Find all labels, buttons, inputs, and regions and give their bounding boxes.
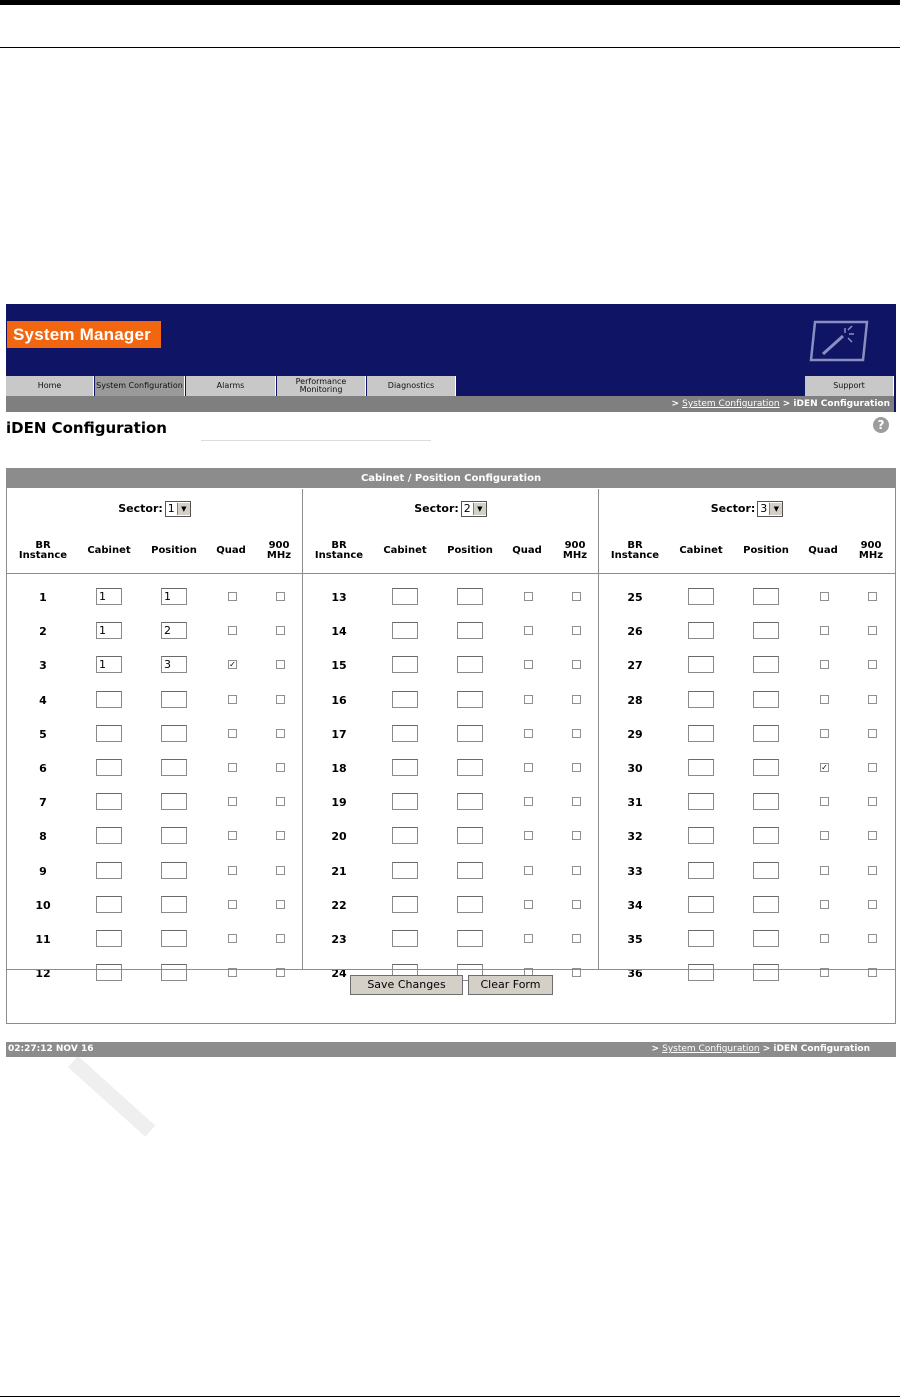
br-instance-number: 23 <box>331 933 347 946</box>
position-input[interactable] <box>753 930 779 947</box>
table-row <box>599 792 895 812</box>
breadcrumb-current: iDEN Configuration <box>793 399 890 409</box>
br-instance-number: 20 <box>331 830 347 844</box>
position-input[interactable] <box>161 930 187 947</box>
900mhz-checkbox[interactable] <box>276 729 285 738</box>
cabinet-input[interactable] <box>688 827 714 844</box>
br-instance-number: 9 <box>39 864 47 878</box>
system-manager-logo: System Manager <box>7 321 161 348</box>
header-br-text: BR <box>35 540 51 551</box>
table-row <box>599 621 895 641</box>
dropdown-arrow-icon: ▼ <box>769 503 782 515</box>
br-instance-number: 25 <box>627 591 643 604</box>
900mhz-checkbox[interactable] <box>276 900 285 909</box>
quad-checkbox[interactable] <box>820 729 829 738</box>
br-instance-number: 33 <box>627 864 643 878</box>
table-row <box>303 929 598 949</box>
quad-checkbox[interactable] <box>524 729 533 738</box>
br-instance-number: 8 <box>39 830 47 844</box>
page-title: iDEN Configuration <box>6 419 167 437</box>
position-input[interactable] <box>457 656 483 673</box>
br-instance-number: 17 <box>331 727 347 741</box>
br-instance-number: 30 <box>627 762 643 775</box>
save-changes-button[interactable]: Save Changes <box>350 975 463 995</box>
dropdown-arrow-icon: ▼ <box>177 503 190 515</box>
sector-select-value: 3 <box>760 502 768 515</box>
position-input[interactable] <box>161 896 187 913</box>
cabinet-input[interactable] <box>392 588 418 605</box>
quad-checkbox[interactable] <box>228 592 237 601</box>
cabinet-input[interactable] <box>96 827 122 844</box>
quad-checkbox[interactable] <box>820 592 829 601</box>
cabinet-input[interactable] <box>96 930 122 947</box>
table-row <box>303 758 598 778</box>
position-input[interactable] <box>457 588 483 605</box>
table-row <box>7 724 302 744</box>
br-instance-number: 13 <box>331 591 347 604</box>
header-mhz-text: MHz <box>562 550 588 561</box>
sector-select[interactable] <box>757 501 783 517</box>
900mhz-checkbox[interactable] <box>276 934 285 943</box>
breadcrumb <box>671 399 890 409</box>
page-header-rule <box>0 47 900 48</box>
sector-select-value: 1 <box>167 502 175 515</box>
quad-checkbox[interactable] <box>524 831 533 840</box>
900mhz-checkbox[interactable] <box>572 797 581 806</box>
br-instance-number: 19 <box>331 796 347 810</box>
table-row <box>599 724 895 744</box>
status-time: 02:27:12 NOV 16 <box>8 1044 94 1054</box>
table-row <box>599 826 895 846</box>
breadcrumb-bar <box>6 396 896 412</box>
quad-checkbox[interactable]: ✓ <box>229 660 236 670</box>
900mhz-checkbox[interactable] <box>572 592 581 601</box>
header-900-text: 900 <box>268 540 290 551</box>
header-mhz-text: MHz <box>858 550 884 561</box>
title-underline <box>201 440 431 441</box>
tab-diagnostics[interactable]: Diagnostics <box>367 376 456 396</box>
table-row <box>303 655 598 675</box>
900mhz-checkbox[interactable] <box>572 626 581 635</box>
cabinet-input[interactable] <box>688 862 714 879</box>
broadcast-tower-icon <box>809 320 869 362</box>
br-instance-number: 29 <box>627 727 643 741</box>
br-instance-number: 35 <box>627 933 643 946</box>
quad-checkbox[interactable] <box>228 695 237 704</box>
help-icon[interactable]: ? <box>873 417 889 433</box>
quad-checkbox[interactable] <box>820 866 829 875</box>
900mhz-checkbox[interactable] <box>276 763 285 772</box>
table-row <box>7 895 302 915</box>
tab-performance-monitoring[interactable]: Performance Monitoring <box>277 376 366 396</box>
br-instance-number: 26 <box>627 625 643 639</box>
cabinet-input[interactable] <box>688 656 714 673</box>
header-900-text: 900 <box>564 540 586 551</box>
table-row <box>303 690 598 710</box>
sector-label: Sector: <box>414 502 459 515</box>
position-input[interactable] <box>457 691 483 708</box>
position-input[interactable]: 3 <box>161 656 187 673</box>
cabinet-input[interactable] <box>688 759 714 776</box>
header-br-instance <box>309 541 369 561</box>
900mhz-checkbox[interactable] <box>276 592 285 601</box>
table-row <box>599 861 895 881</box>
cabinet-input[interactable] <box>392 896 418 913</box>
header-br-text: BR <box>331 540 347 551</box>
quad-checkbox[interactable] <box>820 695 829 704</box>
header-position: Position <box>743 545 789 556</box>
900mhz-checkbox[interactable] <box>572 900 581 909</box>
header-900mhz <box>553 541 597 561</box>
cabinet-input[interactable] <box>688 588 714 605</box>
main-nav-tabs <box>6 376 896 396</box>
quad-checkbox[interactable] <box>228 866 237 875</box>
900mhz-checkbox[interactable] <box>868 626 877 635</box>
header-position: Position <box>447 545 493 556</box>
header-cabinet: Cabinet <box>679 545 723 556</box>
header-instance-text: Instance <box>18 550 68 561</box>
br-instance-number: 11 <box>35 933 51 946</box>
header-quad: Quad <box>512 545 542 556</box>
br-instance-number: 27 <box>627 659 643 673</box>
table-row <box>7 792 302 812</box>
900mhz-checkbox[interactable] <box>572 695 581 704</box>
quad-checkbox[interactable]: ✓ <box>821 763 828 772</box>
table-row <box>7 690 302 710</box>
clear-form-button[interactable]: Clear Form <box>468 975 553 995</box>
cabinet-input[interactable] <box>688 896 714 913</box>
quad-checkbox[interactable] <box>820 831 829 840</box>
position-input[interactable] <box>753 588 779 605</box>
position-input[interactable] <box>457 930 483 947</box>
sector-column <box>303 489 599 981</box>
quad-checkbox[interactable] <box>228 729 237 738</box>
table-row <box>303 861 598 881</box>
table-row <box>599 655 895 675</box>
system-manager-window <box>6 304 896 1054</box>
quad-checkbox[interactable] <box>228 900 237 909</box>
br-instance-number: 15 <box>331 659 347 673</box>
quad-checkbox[interactable] <box>228 763 237 772</box>
header-900mhz <box>257 541 301 561</box>
table-row <box>7 587 302 607</box>
position-input[interactable]: 1 <box>161 588 187 605</box>
table-row <box>7 861 302 881</box>
cabinet-input[interactable] <box>688 622 714 639</box>
header-instance-text: Instance <box>610 550 660 561</box>
table-row <box>7 929 302 949</box>
cabinet-input[interactable] <box>688 793 714 810</box>
br-instance-number: 18 <box>331 762 347 775</box>
header-cabinet: Cabinet <box>87 545 131 556</box>
position-input[interactable] <box>457 896 483 913</box>
position-input[interactable] <box>161 862 187 879</box>
position-input[interactable] <box>161 793 187 810</box>
header-divider <box>303 573 598 574</box>
br-instance-number: 24 <box>331 967 347 981</box>
quad-checkbox[interactable] <box>524 797 533 806</box>
900mhz-checkbox[interactable] <box>868 763 877 772</box>
900mhz-checkbox[interactable] <box>868 831 877 840</box>
br-instance-number: 12 <box>35 967 51 981</box>
cabinet-input[interactable] <box>392 930 418 947</box>
header-br-instance <box>13 541 73 561</box>
breadcrumb-separator: > <box>651 1044 659 1054</box>
900mhz-checkbox[interactable] <box>868 900 877 909</box>
position-input[interactable] <box>161 827 187 844</box>
quad-checkbox[interactable] <box>228 797 237 806</box>
position-input[interactable] <box>753 862 779 879</box>
cabinet-input[interactable] <box>96 691 122 708</box>
br-instance-number: 36 <box>627 967 643 981</box>
sector-select-value: 2 <box>463 502 471 515</box>
position-input[interactable] <box>753 725 779 742</box>
br-instance-number: 3 <box>39 659 47 673</box>
cabinet-input[interactable] <box>96 862 122 879</box>
900mhz-checkbox[interactable] <box>276 660 285 669</box>
sector-column <box>599 489 895 981</box>
footer-link-system-configuration[interactable]: System Configuration <box>662 1044 760 1054</box>
header-mhz-text: MHz <box>266 550 292 561</box>
quad-checkbox[interactable] <box>820 900 829 909</box>
position-input[interactable] <box>161 691 187 708</box>
900mhz-checkbox[interactable] <box>868 660 877 669</box>
cabinet-input[interactable] <box>392 793 418 810</box>
header-position: Position <box>151 545 197 556</box>
position-input[interactable]: 2 <box>161 622 187 639</box>
sector-selector <box>7 501 302 517</box>
position-input[interactable] <box>457 862 483 879</box>
br-instance-number: 2 <box>39 625 47 639</box>
table-row <box>303 792 598 812</box>
header-divider <box>599 573 895 574</box>
quad-checkbox[interactable] <box>820 660 829 669</box>
position-input[interactable] <box>753 656 779 673</box>
900mhz-checkbox[interactable] <box>868 592 877 601</box>
footer-breadcrumb-current: iDEN Configuration <box>773 1044 870 1054</box>
900mhz-checkbox[interactable] <box>572 660 581 669</box>
cabinet-input[interactable] <box>392 656 418 673</box>
position-input[interactable] <box>457 793 483 810</box>
table-row <box>7 655 302 675</box>
cabinet-input[interactable] <box>688 725 714 742</box>
900mhz-checkbox[interactable] <box>868 797 877 806</box>
cabinet-input[interactable] <box>96 725 122 742</box>
900mhz-checkbox[interactable] <box>868 729 877 738</box>
table-row <box>599 690 895 710</box>
quad-checkbox[interactable] <box>524 866 533 875</box>
quad-checkbox[interactable] <box>524 900 533 909</box>
quad-checkbox[interactable] <box>524 592 533 601</box>
900mhz-checkbox[interactable] <box>572 729 581 738</box>
sector-label: Sector: <box>710 502 756 515</box>
table-row <box>303 826 598 846</box>
panel-title: Cabinet / Position Configuration <box>7 469 895 488</box>
900mhz-checkbox[interactable] <box>868 695 877 704</box>
900mhz-checkbox[interactable] <box>276 626 285 635</box>
cabinet-input[interactable]: 1 <box>96 656 122 673</box>
br-instance-number: 32 <box>627 830 643 844</box>
br-instance-number: 22 <box>331 898 347 912</box>
quad-checkbox[interactable] <box>820 797 829 806</box>
sector-select[interactable] <box>461 501 487 517</box>
quad-checkbox[interactable] <box>228 831 237 840</box>
tab-system-configuration[interactable]: System Configuration <box>95 376 185 396</box>
position-input[interactable] <box>161 725 187 742</box>
table-row <box>599 587 895 607</box>
header-900mhz <box>849 541 893 561</box>
position-input[interactable] <box>457 759 483 776</box>
br-instance-number: 1 <box>39 591 47 604</box>
br-instance-number: 5 <box>39 727 47 741</box>
position-input[interactable] <box>753 759 779 776</box>
table-row <box>303 587 598 607</box>
cabinet-input[interactable] <box>688 930 714 947</box>
quad-checkbox[interactable] <box>228 934 237 943</box>
900mhz-checkbox[interactable] <box>868 934 877 943</box>
header-instance-text: Instance <box>314 550 364 561</box>
quad-checkbox[interactable] <box>524 934 533 943</box>
sector-selector <box>303 501 598 517</box>
cabinet-input[interactable] <box>392 759 418 776</box>
quad-checkbox[interactable] <box>820 626 829 635</box>
header-quad: Quad <box>808 545 838 556</box>
table-row <box>599 895 895 915</box>
page-bottom-rule <box>0 1396 900 1397</box>
br-instance-number: 21 <box>331 864 347 878</box>
quad-checkbox[interactable] <box>524 660 533 669</box>
table-row <box>7 826 302 846</box>
table-row <box>303 724 598 744</box>
cabinet-input[interactable] <box>392 827 418 844</box>
900mhz-checkbox[interactable] <box>572 763 581 772</box>
sector-selector <box>599 501 895 517</box>
cabinet-position-panel <box>6 468 896 1024</box>
header-br-instance <box>605 541 665 561</box>
900mhz-checkbox[interactable] <box>276 797 285 806</box>
br-instance-number: 7 <box>39 796 47 810</box>
position-input[interactable] <box>753 622 779 639</box>
watermark <box>68 1056 155 1137</box>
breadcrumb-separator: > <box>671 399 679 409</box>
page-top-rule <box>0 0 900 5</box>
breadcrumb-separator: > <box>762 1044 771 1054</box>
br-instance-number: 14 <box>331 625 347 639</box>
footer-breadcrumb <box>651 1042 870 1057</box>
table-row <box>7 758 302 778</box>
cabinet-input[interactable] <box>392 691 418 708</box>
position-input[interactable] <box>753 827 779 844</box>
status-bar <box>6 1042 896 1057</box>
sector-select[interactable] <box>165 501 191 517</box>
900mhz-checkbox[interactable] <box>276 695 285 704</box>
cabinet-input[interactable] <box>96 793 122 810</box>
position-input[interactable] <box>753 691 779 708</box>
position-input[interactable] <box>753 793 779 810</box>
br-instance-number: 16 <box>331 693 347 707</box>
quad-checkbox[interactable] <box>228 626 237 635</box>
table-row <box>7 621 302 641</box>
table-row <box>599 929 895 949</box>
900mhz-checkbox[interactable] <box>276 831 285 840</box>
br-instance-number: 31 <box>627 796 643 810</box>
900mhz-checkbox[interactable] <box>572 866 581 875</box>
cabinet-input[interactable] <box>392 725 418 742</box>
tab-support[interactable]: Support <box>805 376 894 396</box>
breadcrumb-link-system-configuration[interactable]: System Configuration <box>682 399 780 409</box>
tab-home[interactable]: Home <box>6 376 94 396</box>
900mhz-checkbox[interactable] <box>572 934 581 943</box>
quad-checkbox[interactable] <box>820 934 829 943</box>
br-instance-number: 28 <box>627 693 643 707</box>
header-900-text: 900 <box>860 540 882 551</box>
br-instance-number: 4 <box>39 693 47 707</box>
900mhz-checkbox[interactable] <box>868 866 877 875</box>
cabinet-input[interactable]: 1 <box>96 588 122 605</box>
table-row <box>599 758 895 778</box>
br-instance-number: 6 <box>39 762 47 775</box>
header-br-text: BR <box>627 540 643 551</box>
quad-checkbox[interactable] <box>524 763 533 772</box>
br-instance-number: 34 <box>627 898 643 912</box>
quad-checkbox[interactable] <box>524 626 533 635</box>
breadcrumb-separator: > <box>782 399 791 409</box>
cabinet-input[interactable] <box>96 759 122 776</box>
cabinet-input[interactable] <box>392 862 418 879</box>
tab-alarms[interactable]: Alarms <box>186 376 276 396</box>
table-row <box>303 895 598 915</box>
button-bar <box>7 969 895 1004</box>
cabinet-input[interactable] <box>688 691 714 708</box>
position-input[interactable] <box>161 759 187 776</box>
position-input[interactable] <box>753 896 779 913</box>
br-instance-number: 10 <box>35 898 51 912</box>
sector-column <box>7 489 303 981</box>
header-quad: Quad <box>216 545 246 556</box>
900mhz-checkbox[interactable] <box>572 831 581 840</box>
table-row <box>303 621 598 641</box>
cabinet-input[interactable]: 1 <box>96 622 122 639</box>
header-divider <box>7 573 302 574</box>
sector-label: Sector: <box>118 502 163 515</box>
position-input[interactable] <box>457 725 483 742</box>
position-input[interactable] <box>457 827 483 844</box>
header-cabinet: Cabinet <box>383 545 427 556</box>
position-input[interactable] <box>457 622 483 639</box>
app-banner <box>6 304 896 412</box>
cabinet-input[interactable] <box>392 622 418 639</box>
900mhz-checkbox[interactable] <box>276 866 285 875</box>
dropdown-arrow-icon: ▼ <box>473 503 486 515</box>
cabinet-input[interactable] <box>96 896 122 913</box>
quad-checkbox[interactable] <box>524 695 533 704</box>
